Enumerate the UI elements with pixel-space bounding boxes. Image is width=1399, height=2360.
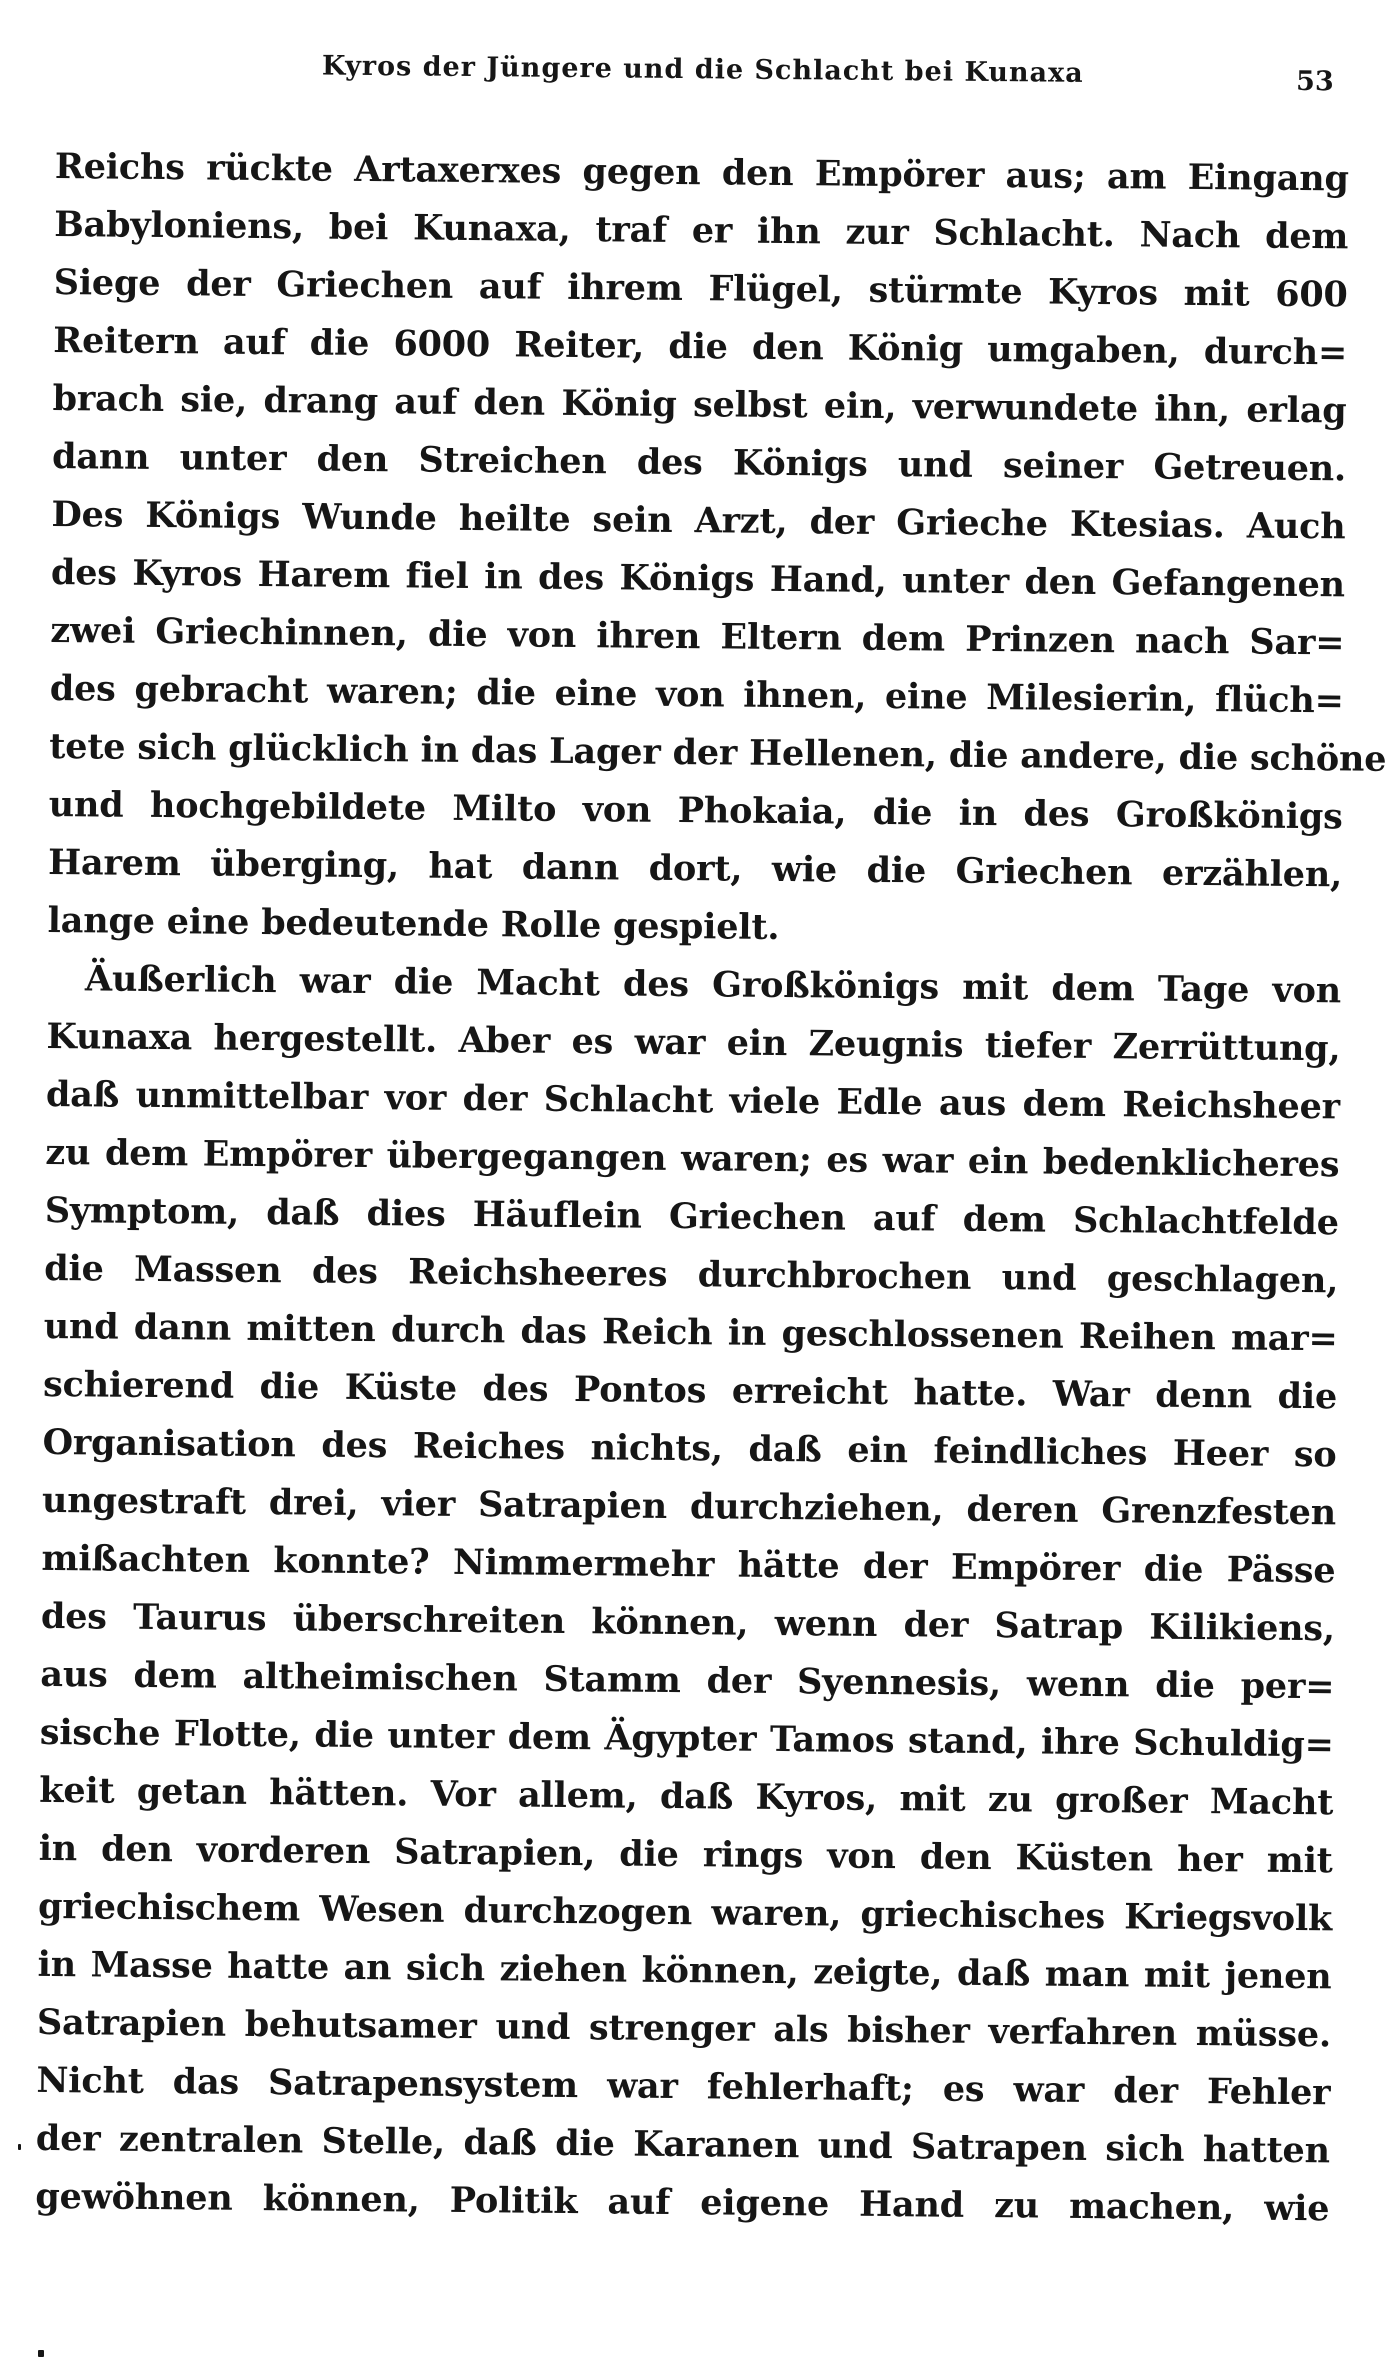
text-line: brach sie, drang auf den König selbst ein, verwundete ihn, erlag (52, 377, 1347, 432)
text-line: ungestraft drei, vier Satrapien durchziehen, deren Grenzfesten (41, 1479, 1337, 1534)
text-line: daß unmittelbar vor der Schlacht viele Edle aus dem Reichsheer (45, 1073, 1341, 1128)
text-line: Des Königs Wunde heilte sein Arzt, der Grieche Ktesias. Auch (51, 493, 1346, 548)
text-line: Reichs rückte Artaxerxes gegen den Empörer aus; am Eingang (54, 145, 1349, 200)
text-line: Nicht das Satrapensystem war fehlerhaft; es war der Fehler (36, 2059, 1331, 2114)
text-line: in den vorderen Satrapien, die rings von den Küsten her mit (38, 1827, 1333, 1882)
text-line: der zentralen Stelle, daß die Karanen und Satrapen sich hatten (35, 2117, 1331, 2172)
text-line: tete sich glücklich in das Lager der Hellenen, die andere, die schöne (49, 725, 1387, 780)
text-line: Organisation des Reiches nichts, daß ein feindliches Heer so (42, 1421, 1337, 1476)
text-line: des Kyros Harem fiel in des Königs Hand, unter den Gefangenen (50, 551, 1346, 606)
text-line: gewöhnen können, Politik auf eigene Hand zu machen, wie (35, 2175, 1330, 2230)
text-line: lange eine bedeutende Rolle gespielt. (47, 899, 780, 948)
text-line: sische Flotte, die unter dem Ägypter Tamos stand, ihre Schuldig= (39, 1711, 1334, 1766)
text-line: des Taurus überschreiten können, wenn der Satrap Kilikiens, (40, 1595, 1336, 1650)
text-line: dann unter den Streichen des Königs und seiner Getreuen. (51, 435, 1347, 490)
text-line: und dann mitten durch das Reich in geschlossenen Reihen mar= (43, 1305, 1338, 1360)
ink-speck (18, 2144, 21, 2150)
text-line: zwei Griechinnen, die von ihren Eltern dem Prinzen nach Sar= (50, 609, 1345, 664)
text-line: schierend die Küste des Pontos erreicht hatte. War denn die (42, 1363, 1338, 1418)
text-line: aus dem altheimischen Stamm der Syennesis, wenn die per= (40, 1653, 1335, 1708)
text-line: Kunaxa hergestellt. Aber es war ein Zeugnis tiefer Zerrüttung, (46, 1015, 1341, 1070)
text-line: Siege der Griechen auf ihrem Flügel, stürmte Kyros mit 600 (53, 261, 1348, 316)
text-line: Babyloniens, bei Kunaxa, traf er ihn zur Schlacht. Nach dem (54, 203, 1349, 258)
text-line: mißachten konnte? Nimmermehr hätte der Empörer die Pässe (41, 1537, 1336, 1592)
text-line: zu dem Empörer übergegangen waren; es war ein bedenklicheres (45, 1131, 1340, 1186)
text-line: keit getan hätten. Vor allem, daß Kyros, mit zu großer Macht (39, 1769, 1334, 1824)
text-line: Satrapien behutsamer und strenger als bisher verfahren müsse. (36, 2001, 1332, 2056)
ink-speck (38, 2350, 44, 2357)
text-line: des gebracht waren; die eine von ihnen, eine Milesierin, flüch= (49, 667, 1344, 722)
text-line: Äußerlich war die Macht des Großkönigs mit dem Tage von (84, 958, 1342, 1012)
running-header (56, 46, 1350, 98)
text-line: die Massen des Reichsheeres durchbrochen und geschlagen, (44, 1247, 1339, 1302)
text-line: in Masse hatte an sich ziehen können, zeigte, daß man mit jenen (37, 1943, 1332, 1998)
text-line: Reitern auf die 6000 Reiter, die den König umgaben, durch= (52, 319, 1348, 374)
text-line: griechischem Wesen durchzogen waren, griechisches Kriegsvolk (37, 1885, 1333, 1940)
text-line: Symptom, daß dies Häuflein Griechen auf dem Schlachtfelde (44, 1189, 1339, 1244)
page-number: 53 (1295, 65, 1334, 98)
text-line: und hochgebildete Milto von Phokaia, die in des Großkönigs (48, 783, 1343, 838)
running-header-title: Kyros der Jüngere und die Schlacht bei Kunaxa (321, 50, 1084, 89)
body-text (35, 138, 1387, 2238)
page-content (35, 46, 1387, 2238)
text-line: Harem überging, hat dann dort, wie die Griechen erzählen, (47, 841, 1343, 896)
